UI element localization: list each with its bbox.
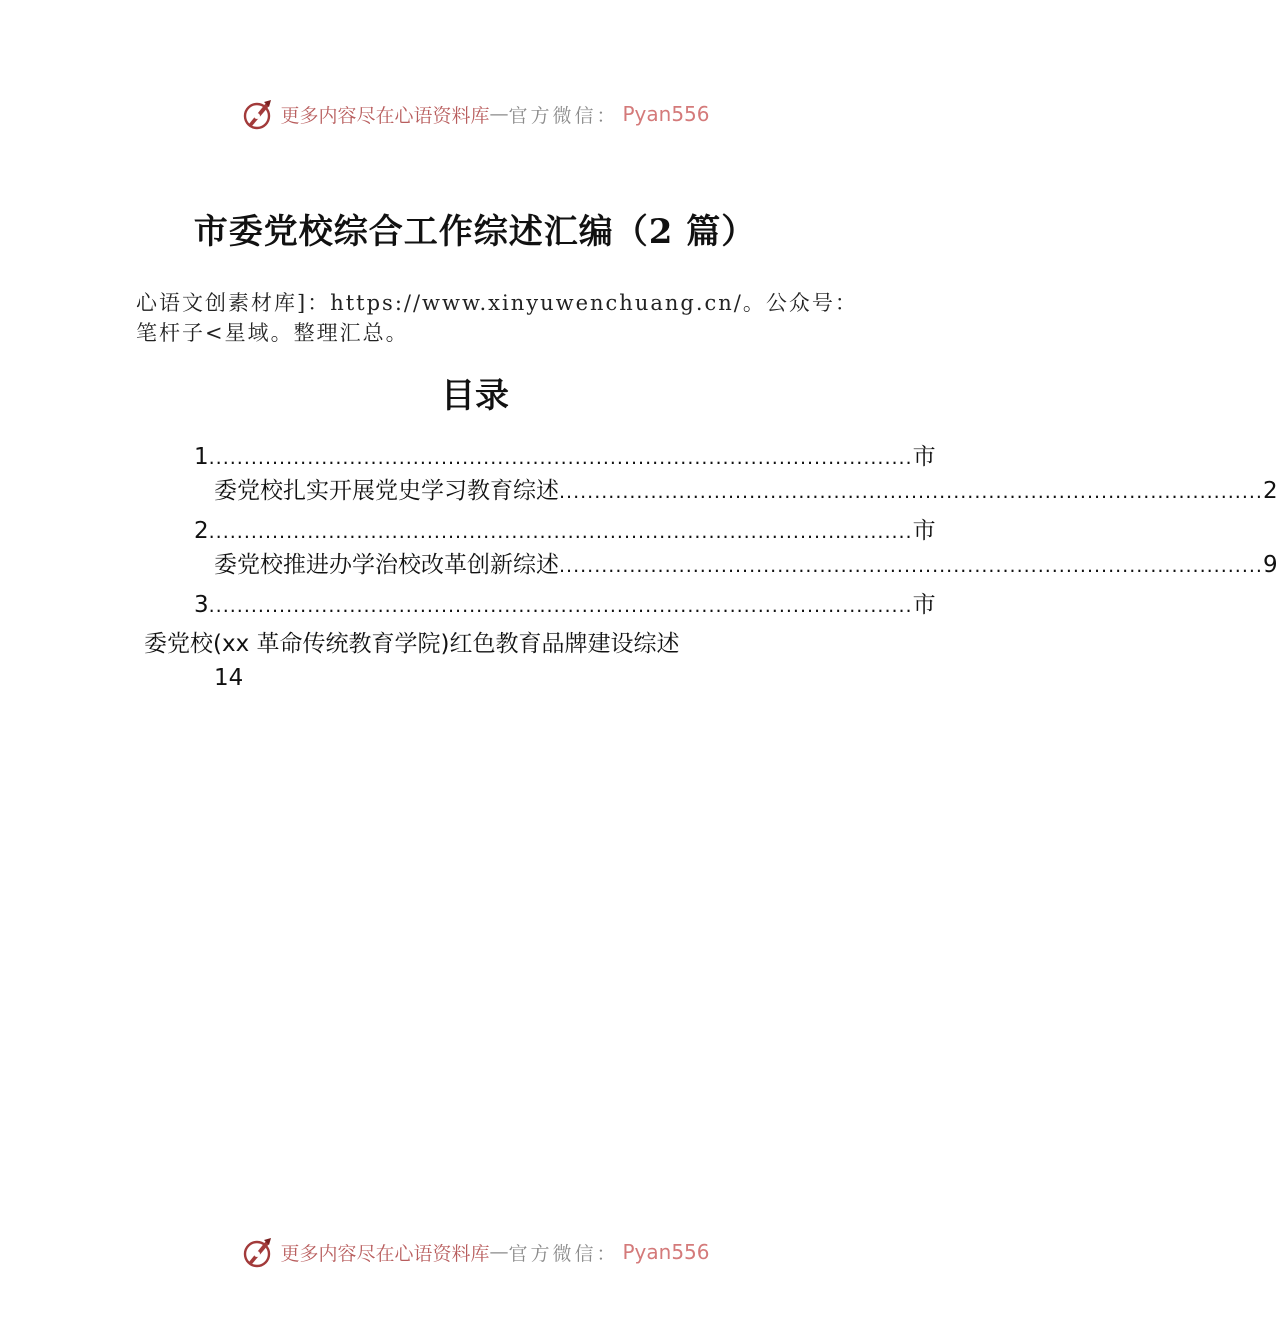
toc-leader-dots: ....................................................................................................: [208, 521, 913, 543]
banner-separator: —: [489, 103, 509, 125]
toc-leader-dots: ....................................................................................................: [208, 595, 913, 617]
toc-entry-page: 2: [1262, 478, 1278, 504]
toc-entry-title: 委党校扎实开展党史学习教育综述: [214, 478, 559, 504]
toc-leader-dots: ....................................................................................................: [208, 447, 913, 469]
toc-entry-title: 委党校推进办学治校改革创新综述: [214, 552, 559, 578]
toc-entry-head-end: 市: [912, 518, 936, 544]
toc-entry-3-page[interactable]: 14: [214, 665, 244, 691]
toc-entry-2-head[interactable]: [194, 514, 936, 549]
toc-entry-page: 9: [1262, 552, 1278, 578]
banner-wechat-id: Pyan556: [622, 102, 710, 126]
banner-label: 官方微信：: [508, 1242, 619, 1265]
banner-main-text: 更多内容尽在心语资料库: [280, 1242, 490, 1265]
banner-separator: —: [489, 1241, 509, 1263]
toc-entry-head-end: 市: [912, 592, 936, 618]
toc-entry-number: 2: [194, 518, 209, 544]
footer-banner: [0, 1232, 950, 1272]
toc-heading: 目录: [441, 376, 509, 416]
quill-logo-icon: [240, 97, 274, 131]
banner-label: 官方微信：: [508, 104, 619, 127]
header-banner: [0, 94, 950, 134]
toc-entry-number: 3: [194, 592, 209, 618]
source-line: 心语文创素材库]：https://www.xinyuwenchuang.cn/。公众号：笔杆子<星域。整理汇总。: [136, 291, 858, 345]
quill-logo-icon: [240, 1235, 274, 1269]
document-title: 市委党校综合工作综述汇编（2 篇）: [193, 212, 757, 252]
toc-entry-number: 1: [194, 444, 209, 470]
toc-leader-dots: ....................................................................................................: [559, 555, 1263, 577]
toc-entry-1-head[interactable]: [194, 440, 936, 475]
banner-wechat-id: Pyan556: [622, 1240, 710, 1264]
toc-entry-head-end: 市: [912, 444, 936, 470]
toc-entry-3-title[interactable]: 委党校(xx 革命传统教育学院)红色教育品牌建设综述: [144, 631, 680, 657]
banner-main-text: 更多内容尽在心语资料库: [280, 104, 490, 127]
toc-entry-2-body[interactable]: [214, 548, 1278, 583]
toc-entry-3-head[interactable]: [194, 588, 936, 623]
toc-entry-1-body[interactable]: [214, 474, 1278, 509]
toc-leader-dots: ....................................................................................................: [559, 481, 1263, 503]
